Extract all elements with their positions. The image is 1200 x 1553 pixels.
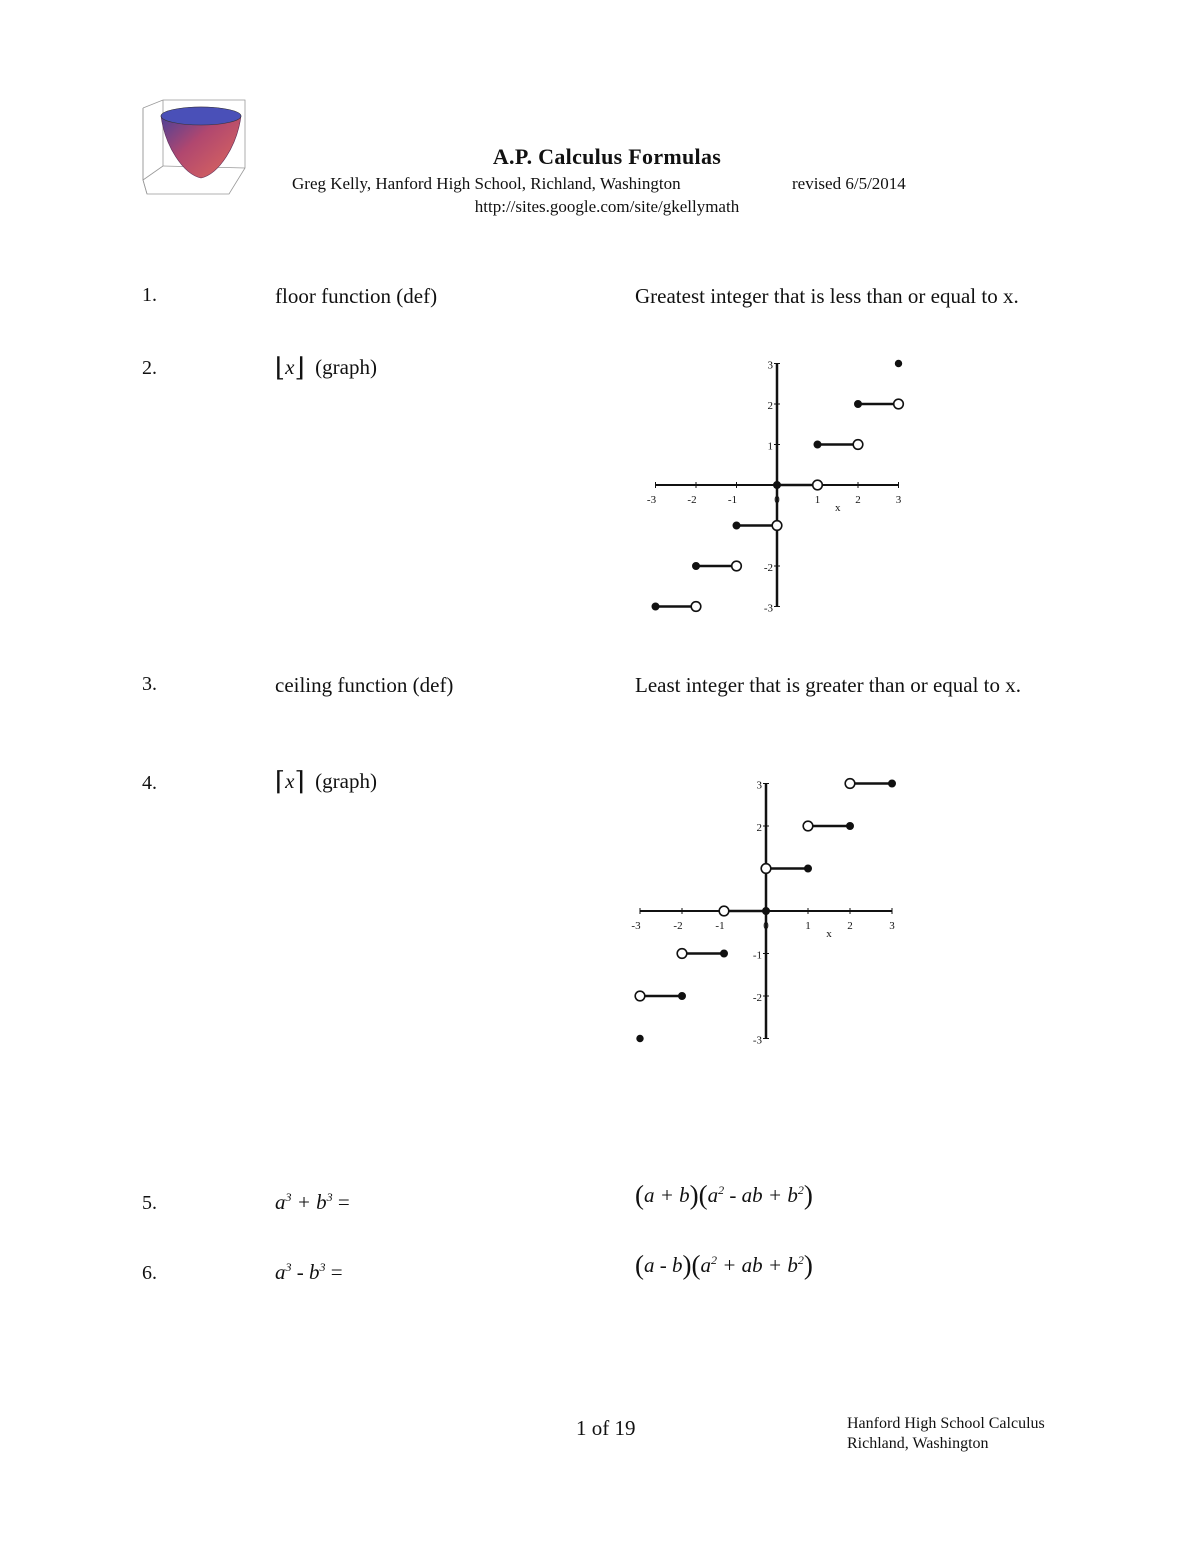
floor-open-endpoint (813, 480, 823, 490)
ceiling-y-tick-label: -1 (752, 949, 762, 962)
floor-x-axis-label: x (835, 502, 841, 514)
floor-symbol-variable: x (285, 355, 295, 379)
ceiling-y-tick-label: 2 (756, 822, 762, 834)
item-term-suffix: (graph) (315, 769, 377, 793)
item-number: 5. (142, 1192, 157, 1214)
ceiling-x-tick-label: -1 (715, 920, 725, 932)
item-definition: Greatest integer that is less than or equal to x. (635, 284, 1019, 308)
ceiling-closed-endpoint (763, 908, 769, 914)
ceiling-open-endpoint (761, 864, 771, 874)
ceiling-closed-endpoint (721, 950, 727, 956)
item-number: 6. (142, 1262, 157, 1284)
ceiling-isolated-point (637, 1035, 643, 1041)
floor-y-tick-label: -3 (763, 602, 773, 615)
floor-x-tick-label: -1 (727, 494, 738, 506)
sum-of-cubes-factorization: $(a + b)(a^2$ - ab + $b^2$) (635, 1180, 813, 1210)
floor-isolated-point (895, 360, 901, 366)
floor-y-tick-label: 1 (767, 440, 773, 453)
difference-of-cubes-expression: $a^3 - b^3$ = (275, 1260, 343, 1284)
floor-x-tick-label: 2 (855, 494, 861, 506)
item-definition: Least integer that is greater than or equal to x. (635, 673, 1022, 697)
author-line: Greg Kelly, Hanford High School, Richland, Washington (292, 174, 681, 193)
ceiling-symbol-term: ⌈x⌉ (graph) (275, 767, 377, 796)
ceiling-closed-endpoint (805, 865, 811, 871)
site-url: http://sites.google.com/site/gkellymath (474, 197, 740, 216)
floor-closed-endpoint (652, 603, 658, 609)
ceiling-open-endpoint (677, 949, 687, 959)
footer-school-name: Hanford High School Calculus (847, 1415, 1045, 1432)
floor-closed-endpoint (774, 482, 780, 488)
floor-open-endpoint (772, 521, 782, 531)
ceiling-open-endpoint (635, 991, 645, 1001)
ceiling-x-tick-label: 3 (889, 920, 895, 932)
ceiling-x-tick-label: -2 (673, 920, 683, 932)
ceiling-symbol-variable: x (285, 769, 295, 793)
ceiling-x-tick-label: -3 (631, 920, 641, 932)
ceiling-open-endpoint (803, 821, 813, 831)
ceiling-x-tick-label: 1 (805, 920, 811, 932)
ceiling-y-tick-label: -3 (752, 1034, 762, 1047)
floor-x-tick-label: 3 (895, 494, 902, 506)
floor-open-endpoint (732, 561, 742, 571)
ceiling-y-tick-label: 3 (756, 779, 762, 792)
page-title: A.P. Calculus Formulas (492, 144, 722, 169)
ceiling-open-endpoint (845, 779, 855, 789)
item-number: 1. (142, 284, 157, 306)
floor-x-tick-label: 0 (774, 494, 780, 506)
item-term-suffix: (graph) (315, 355, 377, 379)
floor-closed-endpoint (733, 522, 739, 528)
floor-symbol-term: ⌊x⌋ (graph) (275, 353, 377, 382)
floor-y-tick-label: 3 (767, 359, 773, 372)
difference-of-cubes-factorization: $(a - b)(a^2$ + ab + $b^2$) (635, 1250, 813, 1280)
floor-closed-endpoint (855, 401, 861, 407)
ceiling-closed-endpoint (889, 780, 895, 786)
ceiling-closed-endpoint (679, 993, 685, 999)
floor-y-tick-label: 2 (767, 400, 773, 412)
floor-closed-endpoint (693, 563, 699, 569)
ceiling-y-tick-label: -2 (752, 992, 762, 1004)
ceiling-x-axis-label: x (826, 928, 832, 940)
item-term: floor function (def) (275, 284, 438, 308)
floor-open-endpoint (894, 399, 904, 409)
page-number: 1 of 19 (576, 1416, 636, 1440)
floor-x-tick-label: -3 (646, 494, 657, 506)
footer-school-location: Richland, Washington (847, 1435, 989, 1452)
revised-date: revised 6/5/2014 (792, 174, 906, 193)
ceiling-x-tick-label: 0 (763, 920, 769, 932)
ceiling-closed-endpoint (847, 823, 853, 829)
item-number: 2. (142, 357, 157, 379)
floor-open-endpoint (853, 440, 863, 450)
item-number: 4. (142, 772, 157, 794)
floor-closed-endpoint (814, 441, 820, 447)
sum-of-cubes-expression: $a^3 + b^3$ = (275, 1190, 350, 1214)
floor-x-tick-label: 1 (814, 494, 821, 506)
floor-x-tick-label: -2 (687, 494, 697, 506)
item-term: ceiling function (def) (275, 673, 454, 697)
ceiling-x-tick-label: 2 (847, 920, 853, 932)
ceiling-open-endpoint (719, 906, 729, 916)
floor-y-tick-label: -2 (763, 562, 773, 574)
footer-school (847, 1414, 1045, 1454)
floor-open-endpoint (691, 602, 701, 612)
item-number: 3. (142, 673, 157, 695)
